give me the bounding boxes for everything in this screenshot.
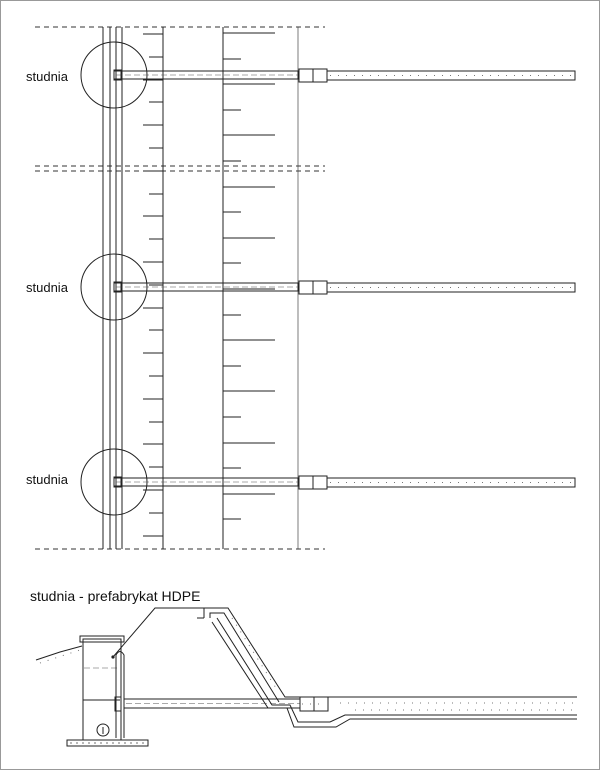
well-label-2: studnia bbox=[26, 280, 68, 295]
slope-top-line bbox=[204, 608, 577, 697]
section-view bbox=[30, 588, 577, 746]
embankment bbox=[197, 608, 577, 727]
channel-bottom-line bbox=[217, 618, 577, 722]
section-title: studnia - prefabrykat HDPE bbox=[30, 588, 201, 604]
ground-line-left bbox=[36, 646, 82, 660]
hdpe-well bbox=[67, 636, 148, 746]
well-label-3: studnia bbox=[26, 472, 68, 487]
leader-line bbox=[113, 608, 205, 657]
well-plan-3 bbox=[26, 449, 575, 515]
well-plan-1 bbox=[26, 42, 575, 108]
well-plan-2 bbox=[26, 254, 575, 320]
plan-view bbox=[26, 27, 575, 549]
well-label-1: studnia bbox=[26, 69, 68, 84]
vent-pipe bbox=[116, 652, 124, 739]
ground-base-line bbox=[212, 622, 577, 727]
